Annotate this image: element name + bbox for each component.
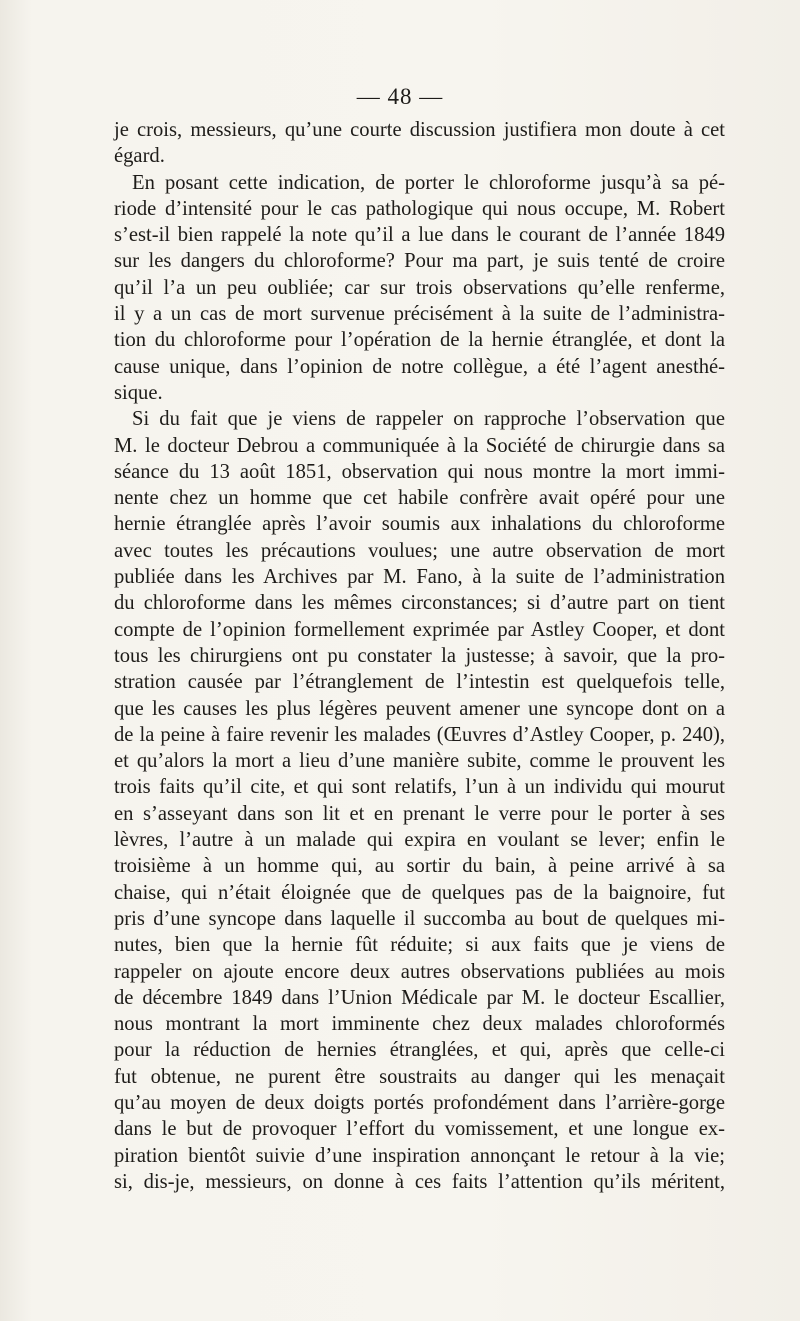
text-line: du chloroforme dans les mêmes circonstances; si d’autre part on tient (114, 592, 725, 615)
text-line: de la peine à faire revenir les malades (Œuvres d’Astley Cooper, p. 240), (114, 723, 725, 746)
text-line: séance du 13 août 1851, observation qui nous montre la mort immi- (114, 460, 725, 483)
text-line: qu’au moyen de deux doigts portés profondément dans l’arrière-gorge (114, 1091, 725, 1114)
text-line: je crois, messieurs, qu’une courte discussion justifiera mon doute à cet (114, 119, 725, 141)
text-line: dans le but de provoquer l’effort du vomissement, et une longue ex- (114, 1118, 725, 1141)
text-line: pour la réduction de hernies étranglées, et qui, après que celle-ci (114, 1039, 725, 1062)
text-line: Si du fait que je viens de rappeler on rapproche l’observation que (132, 408, 725, 431)
text-line: qu’il l’a un peu oubliée; car sur trois observations qu’elle renferme, (114, 276, 725, 299)
text-line: publiée dans les Archives par M. Fano, à la suite de l’administration (114, 566, 725, 589)
text-line: En posant cette indication, de porter le chloroforme jusqu’à sa pé- (132, 171, 725, 194)
text-line: M. le docteur Debrou a communiquée à la Société de chirurgie dans sa (114, 434, 725, 457)
text-line: nous montrant la mort imminente chez deux malades chloroformés (114, 1013, 725, 1036)
text-line: s’est-il bien rappelé la note qu’il a lue dans le courant de l’année 1849 (114, 224, 725, 247)
text-line: trois faits qu’il cite, et qui sont relatifs, l’un à un individu qui mourut (114, 776, 725, 799)
text-line: il y a un cas de mort survenue précisément à la suite de l’administra- (114, 303, 725, 326)
text-line: de décembre 1849 dans l’Union Médicale par M. le docteur Escallier, (114, 986, 725, 1009)
text-line: fut obtenue, ne purent être soustraits au danger qui les menaçait (114, 1065, 725, 1088)
text-line: piration bientôt suivie d’une inspiration annonçant le retour à la vie; (114, 1144, 725, 1167)
text-line: rappeler on ajoute encore deux autres observations publiées au mois (114, 960, 725, 983)
body-text (114, 117, 725, 1195)
page-number: — 48 — (356, 84, 444, 109)
text-line: lèvres, l’autre à un malade qui expira en voulant se lever; enfin le (114, 829, 725, 852)
text-line: cause unique, dans l’opinion de notre collègue, a été l’agent anesthé- (114, 355, 725, 378)
text-line: et qu’alors la mort a lieu d’une manière subite, comme le prouvent les (114, 750, 725, 773)
text-line: tion du chloroforme pour l’opération de la hernie étranglée, et dont la (114, 329, 725, 352)
text-line: chaise, qui n’était éloignée que de quelques pas de la baignoire, fut (114, 881, 725, 904)
text-line: nente chez un homme que cet habile confrère avait opéré pour une (114, 487, 725, 510)
text-line: pris d’une syncope dans laquelle il succomba au bout de quelques mi- (114, 907, 725, 930)
text-line: sique. (114, 381, 163, 404)
text-line: stration causée par l’étranglement de l’intestin est quelquefois telle, (114, 671, 725, 694)
text-line: nutes, bien que la hernie fût réduite; si aux faits que je viens de (114, 934, 725, 957)
text-line: tous les chirurgiens ont pu constater la justesse; à savoir, que la pro- (114, 644, 725, 667)
text-line: troisième à un homme qui, au sortir du bain, à peine arrivé à sa (114, 855, 725, 878)
text-line: riode d’intensité pour le cas pathologique qui nous occupe, M. Robert (114, 197, 725, 220)
text-line: égard. (114, 145, 165, 168)
text-line: sur les dangers du chloroforme? Pour ma part, je suis tenté de croire (114, 250, 725, 273)
text-line: avec toutes les précautions voulues; une autre observation de mort (114, 539, 725, 562)
text-line: compte de l’opinion formellement exprimée par Astley Cooper, et dont (114, 618, 725, 641)
text-line: en s’asseyant dans son lit et en prenant le verre pour le porter à ses (114, 802, 725, 825)
text-line: si, dis-je, messieurs, on donne à ces faits l’attention qu’ils méritent, (114, 1170, 725, 1193)
text-line: hernie étranglée après l’avoir soumis aux inhalations du chloroforme (114, 513, 725, 536)
text-line: que les causes les plus légères peuvent amener une syncope dont on a (114, 697, 725, 720)
